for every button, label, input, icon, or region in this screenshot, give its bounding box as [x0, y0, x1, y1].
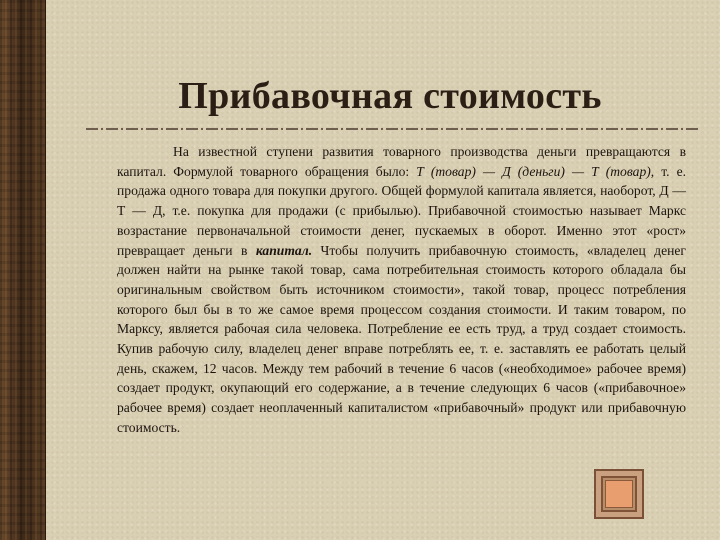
text-run: Чтобы получить прибавочную стоимость, «владелец денег должен найти на рынке такой товар, сама потребительная стоимость которого обладала бы оригинальным свойством быть источником стоимости», такой товар, процесс потребления которого был бы в то же самое время процессом создания стоимости. И таким товаром, по Марксу, является рабочая сила человека. Потребление ее есть труд, а труд создает стоимость. Купив рабочую силу, владелец денег вправе потреблять ее, т. е. заставлять ее работать целый день, скажем, 12 часов. Между тем рабочий в течение 6 часов («необходимое» рабочее время) создает продукт, окупающий его содержание, а в течение следующих 6 часов («прибавочное» рабочее время) создает неоплаченный капиталистом «прибавочный» продукт или прибавочную стоимость. — [117, 242, 686, 435]
emphasis-capital: капитал. — [255, 242, 313, 258]
formula-commodity-circulation: Т (товар) — Д (деньги) — Т (товар) — [416, 163, 651, 179]
dash-dot-divider-icon — [86, 127, 700, 131]
title-divider — [86, 128, 700, 130]
slide-title: Прибавочная стоимость — [178, 75, 602, 117]
slide-body-text — [117, 142, 686, 438]
text-run: На известной ступени развития товарного производства деньги превращаются в капитал. Формулой товарного обращения было: — [117, 144, 686, 179]
text-run: , т. е. продажа одного товара для покупки другого. Общей формулой капитала является, наоборот, Д — Т — Д, т.е. покупка для продажи (с прибылью). Прибавочной стоимостью называет Маркс возрастание первоначальной стоимости денег, пускаемых в оборот. Именно этот «рост» превращает деньги в — [117, 163, 686, 258]
nav-button[interactable] — [594, 469, 644, 519]
nav-button-square-icon — [605, 480, 633, 508]
